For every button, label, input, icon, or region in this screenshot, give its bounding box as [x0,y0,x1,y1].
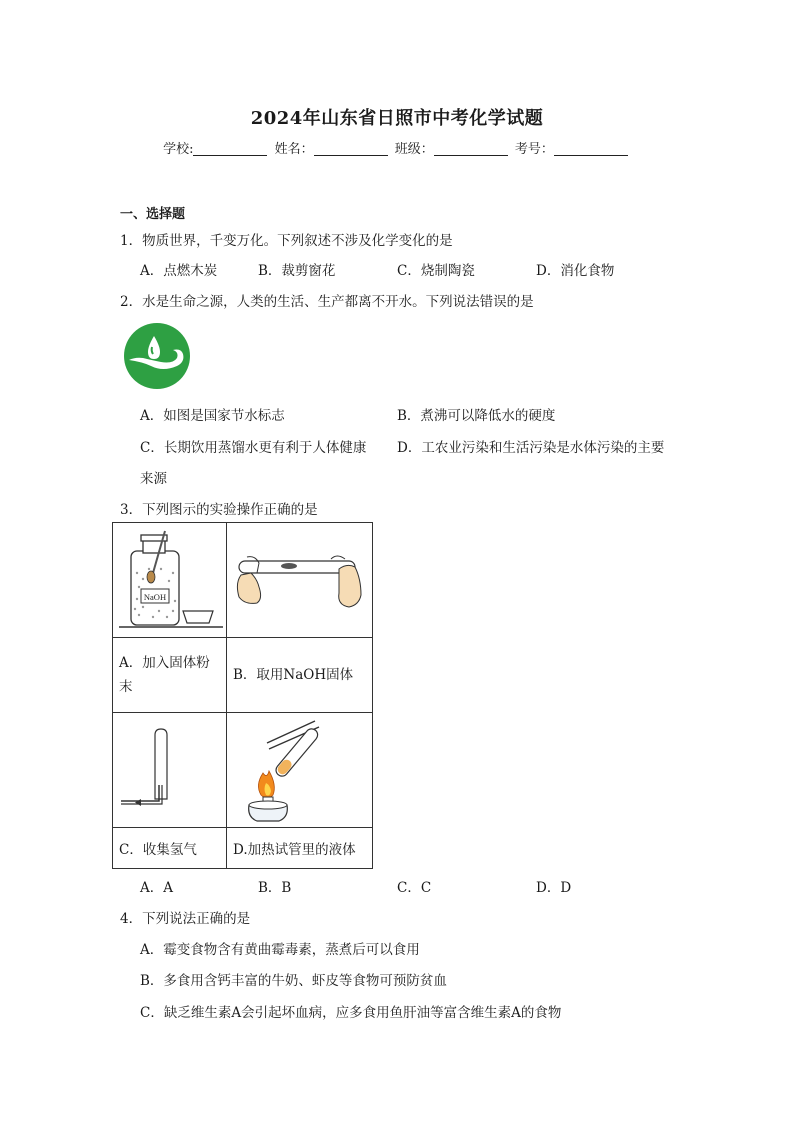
q3-option-d[interactable]: D．D [536,880,572,896]
cell-b-text: B．取用NaOH固体 [233,667,354,683]
exam-no-label: 考号： [514,142,554,157]
test-tube-hands-icon [227,523,372,637]
question-2-stem: 2．水是生命之源，人类的生活、生产都离不开水。下列说法错误的是 [120,294,534,310]
q3-option-b[interactable]: B．B [258,880,292,896]
label-cell-d [227,828,373,869]
image-cell-b [227,523,373,638]
q4-option-c[interactable]: C．缺乏维生素A会引起坏血病，应多食用鱼肝油等富含维生素A的食物 [140,1005,562,1021]
alcohol-lamp-icon [227,713,372,827]
q2-option-c[interactable]: C．长期饮用蒸馏水更有利于人体健康 [140,440,367,456]
question-4-stem: 4．下列说法正确的是 [120,911,251,927]
q2-option-d[interactable]: D．工农业污染和生活污染是水体污染的主要 [397,440,665,456]
page-title: 2024年山东省日照市中考化学试题 [250,108,544,129]
q3-option-a[interactable]: A．A [140,880,173,896]
section-title: 一、选择题 [120,207,186,222]
label-cell-c [113,828,227,869]
image-cell-a [113,523,227,638]
q1-option-b[interactable]: B．裁剪窗花 [258,263,336,279]
cell-a-line1: A．加入固体粉 [119,655,210,671]
school-label: 学校: [163,142,194,157]
cell-a-line2: 末 [119,679,133,695]
q4-option-b[interactable]: B．多食用含钙丰富的牛奶、虾皮等食物可预防贫血 [140,973,447,989]
q1-option-c[interactable]: C．烧制陶瓷 [397,263,475,279]
cell-c-text: C．收集氢气 [119,842,197,858]
question-1-stem: 1．物质世界，千变万化。下列叙述不涉及化学变化的是 [120,233,453,249]
name-label: 姓名： [274,142,314,157]
q4-option-a[interactable]: A．霉变食物含有黄曲霉毒素，蒸煮后可以食用 [140,942,420,958]
exam-no-blank[interactable] [554,141,628,156]
school-blank[interactable] [193,141,267,156]
q3-option-c[interactable]: C．C [397,880,432,896]
label-cell-a [113,638,227,713]
q2-option-b[interactable]: B．煮沸可以降低水的硬度 [397,408,556,424]
class-blank[interactable] [434,141,508,156]
name-blank[interactable] [314,141,388,156]
image-cell-c [113,713,227,828]
image-cell-d [227,713,373,828]
cell-d-text: D.加热试管里的液体 [233,842,356,858]
experiment-table [112,522,373,869]
class-label: 班级： [394,142,434,157]
q1-option-a[interactable]: A．点燃木炭 [140,263,218,279]
question-3-stem: 3．下列图示的实验操作正确的是 [120,502,318,518]
q2-option-d-continued: 来源 [140,471,167,487]
student-info-line [0,138,794,157]
bottle-label: NaOH [143,592,167,602]
reagent-bottle-icon [113,523,226,637]
q2-option-a[interactable]: A．如图是国家节水标志 [140,408,285,424]
water-saving-logo [121,322,193,390]
label-cell-b [227,638,373,713]
q1-option-d[interactable]: D．消化食物 [536,263,615,279]
gas-collection-icon [113,713,226,827]
water-saving-logo-icon [121,322,193,390]
